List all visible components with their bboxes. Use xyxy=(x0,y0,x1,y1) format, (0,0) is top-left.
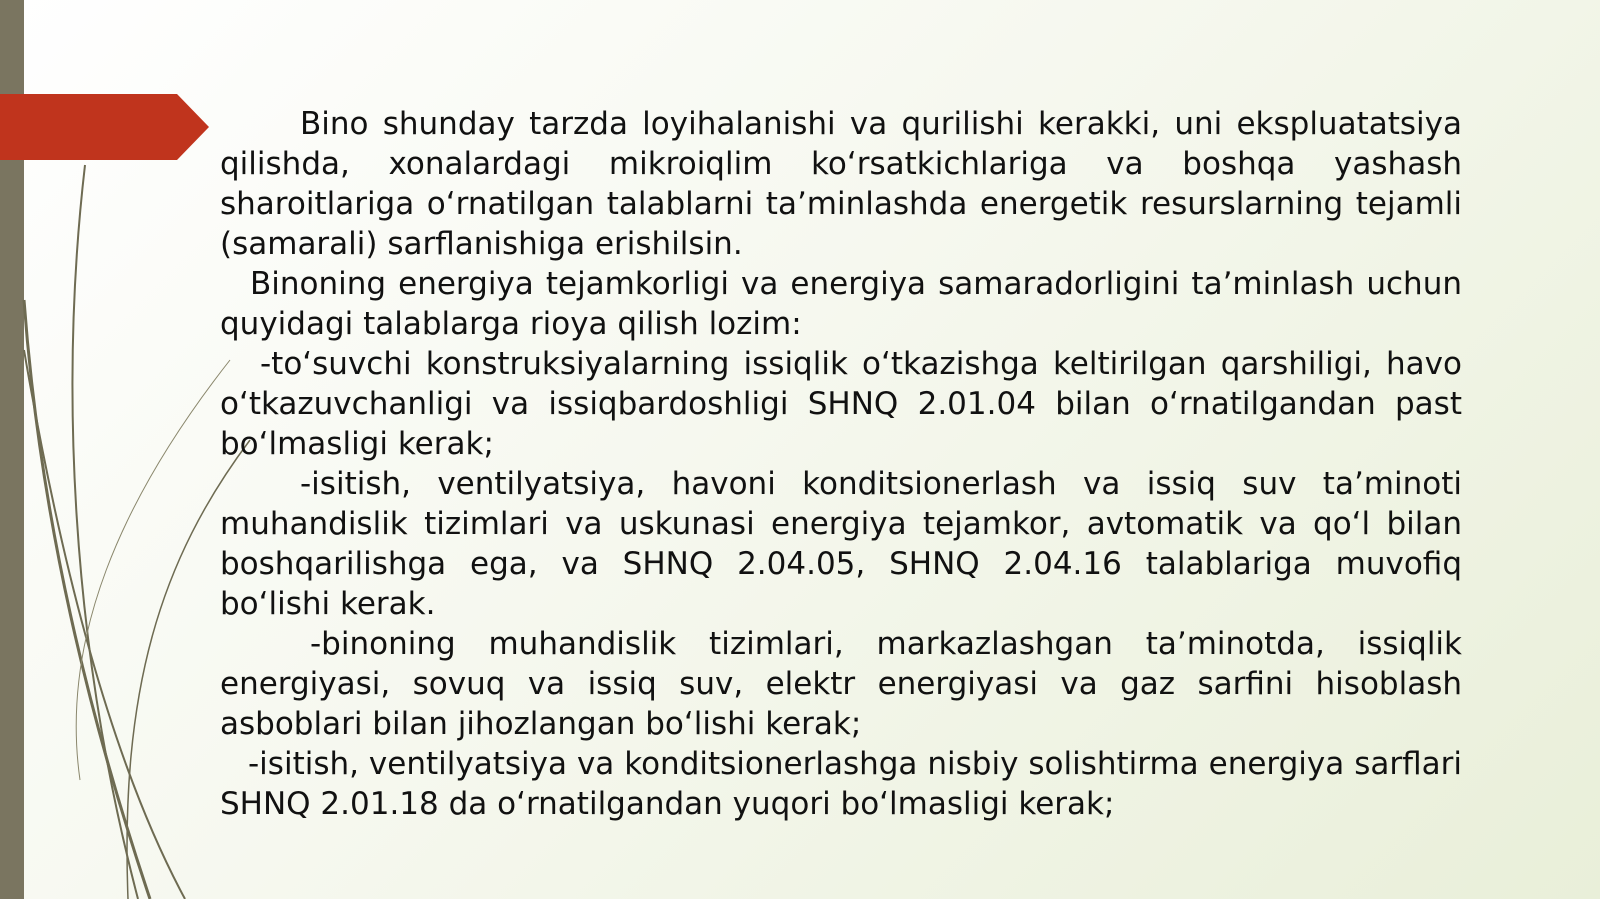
paragraph-4: -isitish, ventilyatsiya, havoni konditsionerlash va issiq suv ta’minoti muhandislik tizimlari va uskunasi energiya tejamkor, avtomatik va qo‘l bilan boshqarilishga ega, va SHNQ 2.04.05, SHNQ 2.04.16 talablariga muvofiq bo‘lishi kerak. xyxy=(220,466,1462,622)
paragraph-5: -binoning muhandislik tizimlari, markazlashgan ta’minotda, issiqlik energiyasi, sovuq va issiq suv, elektr energiyasi va gaz sarfini hisoblash asboblari bilan jihozlangan bo‘lishi kerak; xyxy=(220,626,1462,742)
slide-body-text xyxy=(220,104,1462,824)
paragraph-3: -to‘suvchi konstruksiyalarning issiqlik o‘tkazishga keltirilgan qarshiligi, havo o‘tkazuvchanligi va issiqbardoshligi SHNQ 2.01.04 bilan o‘rnatilgandan past bo‘lmasligi kerak; xyxy=(220,346,1462,462)
paragraph-1: Bino shunday tarzda loyihalanishi va qurilishi kerakki, uni ekspluatatsiya qilishda, xonalardagi mikroiqlim ko‘rsatkichlariga va boshqa yashash sharoitlariga o‘rnatilgan talablarni ta’minlashda energetik resurslarning tejamli (samarali) sarflanishiga erishilsin. xyxy=(220,106,1462,262)
red-arrow-tab xyxy=(0,94,210,160)
paragraph-2: Binoning energiya tejamkorligi va energiya samaradorligini ta’minlash uchun quyidagi talablarga rioya qilish lozim: xyxy=(220,266,1462,342)
paragraph-6: -isitish, ventilyatsiya va konditsionerlashga nisbiy solishtirma energiya sarflari SHNQ 2.01.18 da o‘rnatilgandan yuqori bo‘lmasligi kerak; xyxy=(220,746,1462,822)
